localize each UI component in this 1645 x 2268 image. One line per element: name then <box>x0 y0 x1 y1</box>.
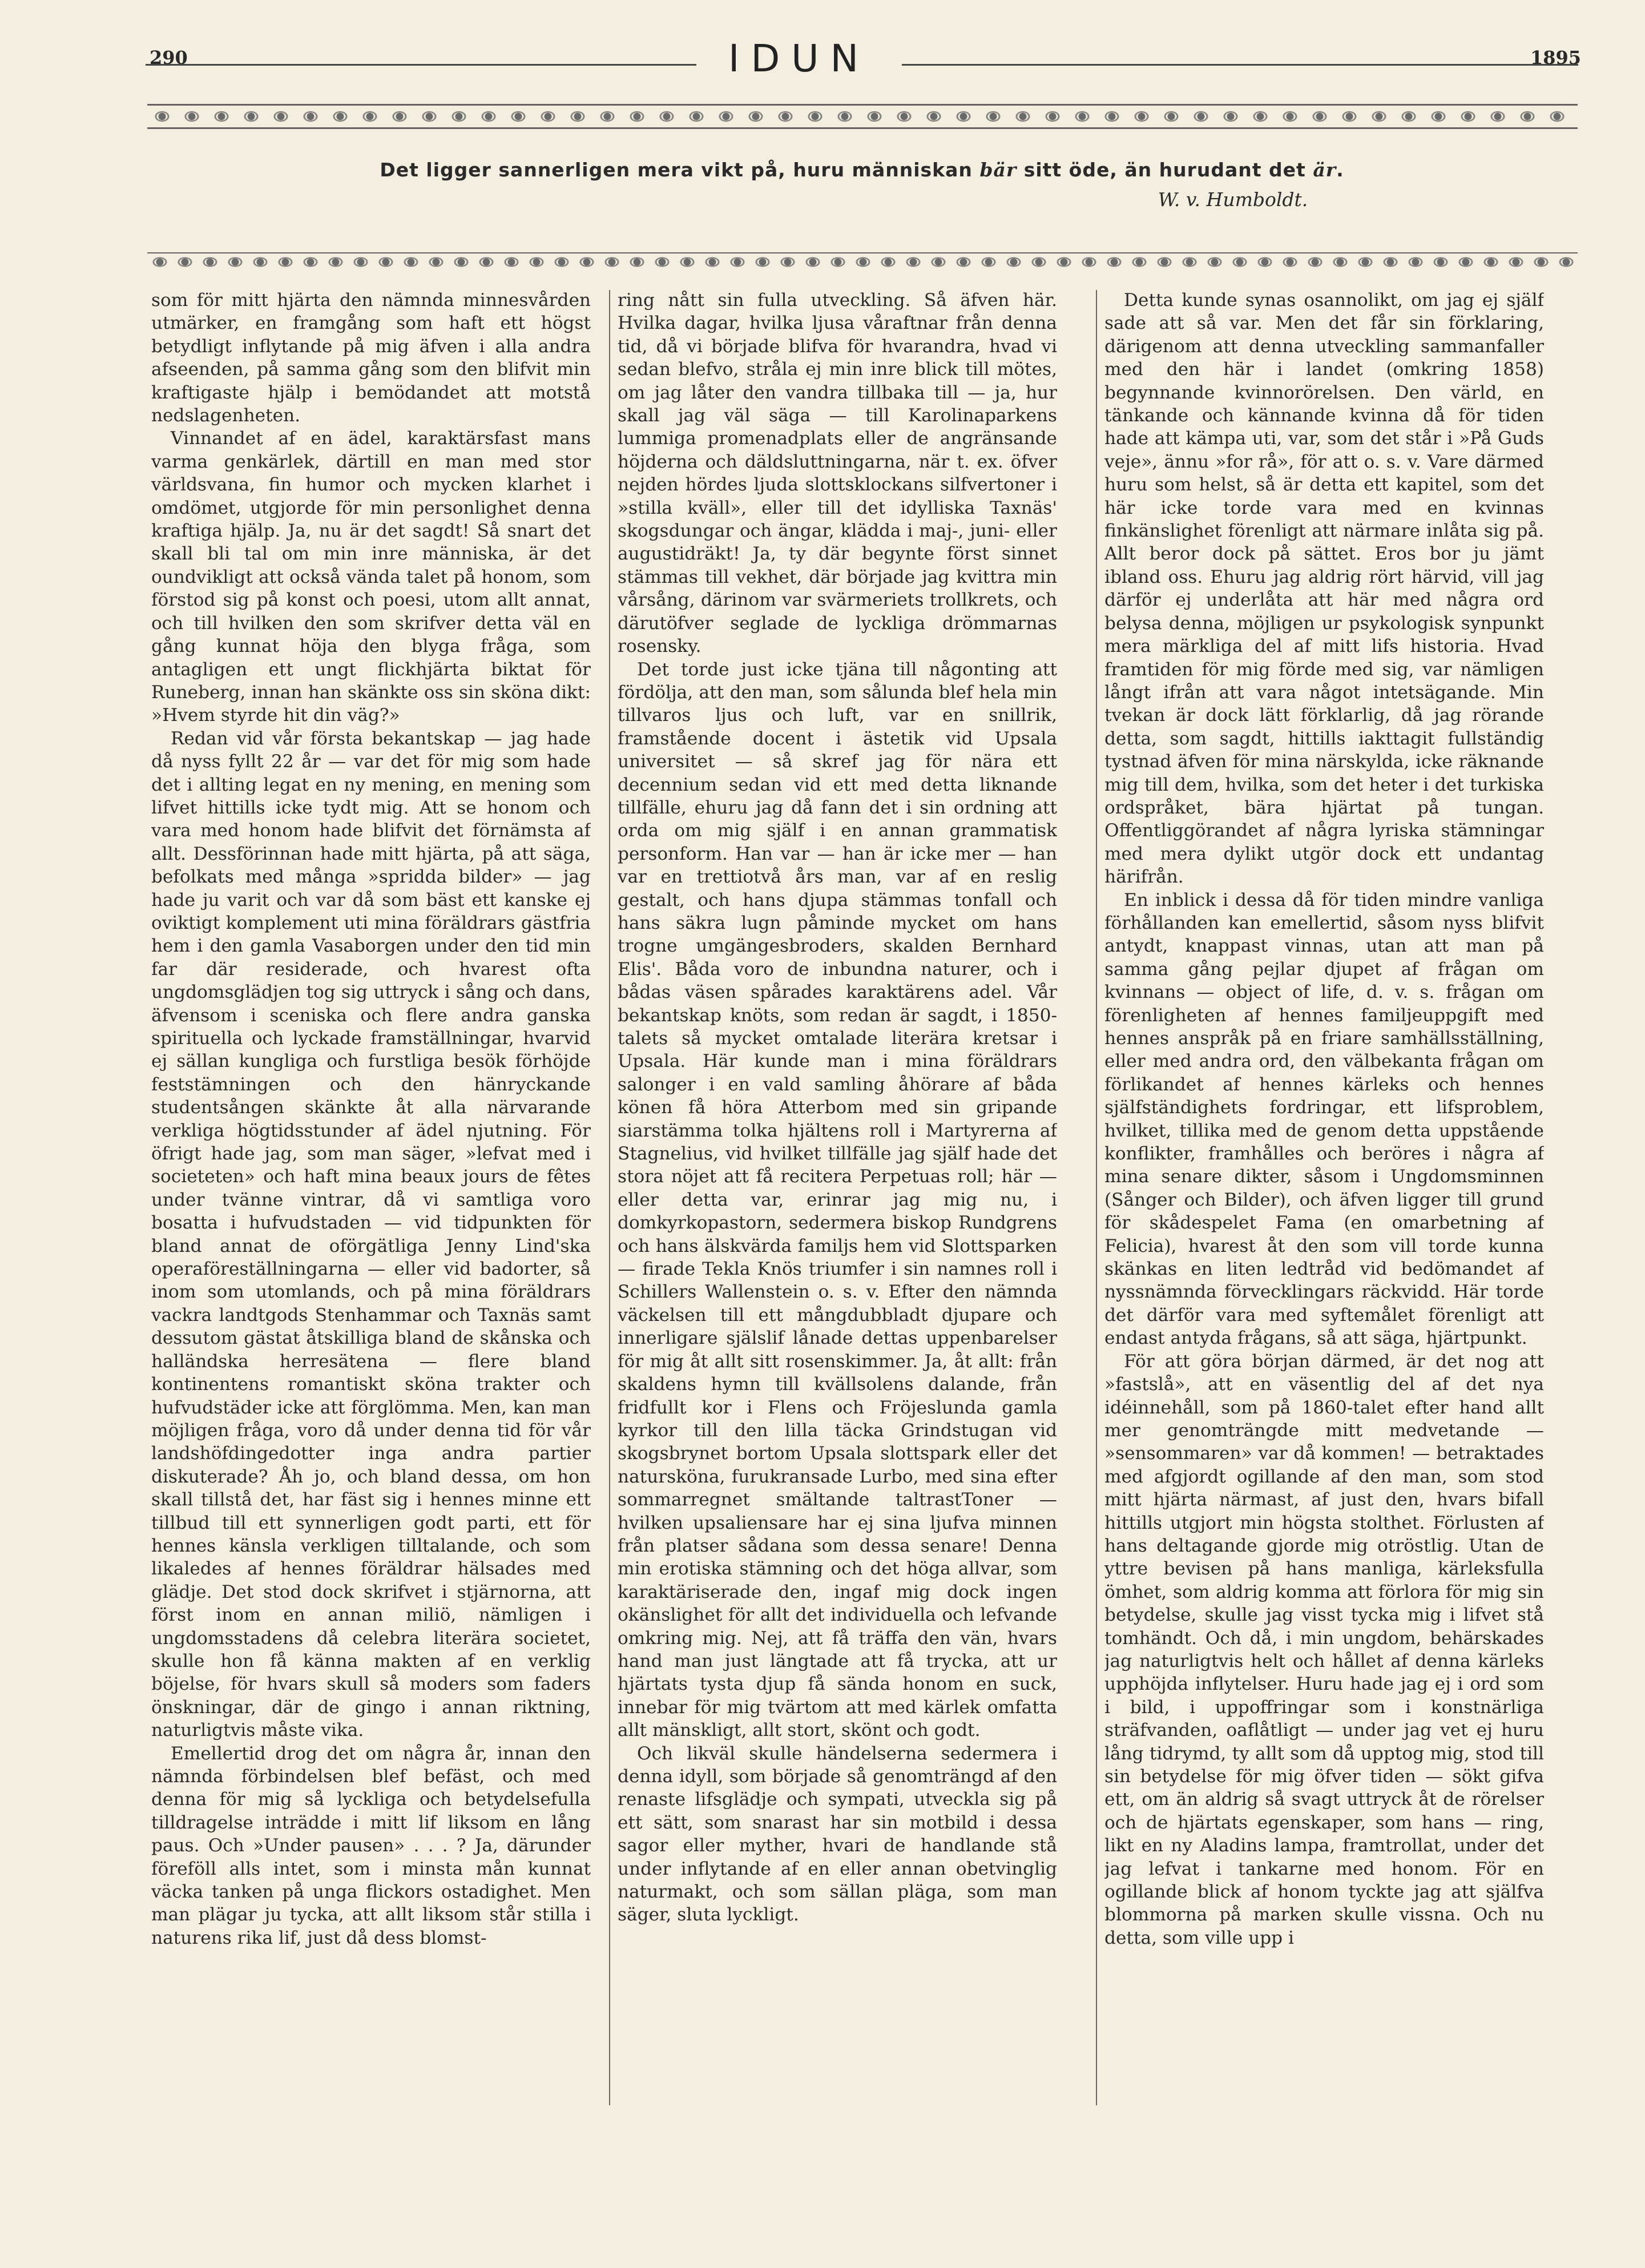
text-column-2 <box>618 289 1057 2116</box>
paragraph: ring nått sin fulla utveckling. Så äfven här. Hvilka dagar, hvilka ljusa våraftnar från denna tid, då vi började blifva för hvarandra, hvad vi sedan blefvo, stråla ej min inre blick till mötes, om jag låter den vandra tillbaka till — ja, hur skall jag väl säga — till Karolinaparkens lummiga promenadplats eller de angränsande höjderna och däldsluttningarna, när t. ex. öfver nejden hördes ljuda slottsklockans silfvertoner i »stilla kväll», eller till det idylliska Taxnäs' skogsdungar och ängar, klädda i maj-, juni- eller augustidräkt! Ja, ty där begynte först sinnet stämmas till vekhet, där började jag kvittra min vårsång, därinom var svärmeriets trollkrets, och därutöfver seglade de lyckliga drömmarnas rosensky. <box>618 290 1057 657</box>
paragraph: En inblick i dessa då för tiden mindre vanliga förhållanden kan emellertid, såsom nyss blifvit antydt, knappast vinnas, utan att man på samma gång pejlar djupet af frågan om kvinnans — object of life, d. v. s. frågan om förenligheten af hennes familjeuppgift med hennes anspråk på en friare samhällsställning, eller med andra ord, den välbekanta frågan om förlikandet af hennes kärleks och hennes själfständighets fordringar, ett lifsproblem, hvilket, tillika med de genom detta uppstående konflikter, framhålles och beröres i några af mina senare dikter, såsom i Ungdomsminnen (Sånger och Bilder), och äfven ligger till grund för skådespelet Fama (en omarbetning af Felicia), hvarest åt den som vill torde kunna skänkas en liten ledtråd vid bedömandet af nyssnämnda förvecklingars räckvidd. Här torde det därför vara med syftemålet förenligt att endast antyda frågans, så att säga, hjärtpunkt. <box>1104 889 1544 1349</box>
epigraph-text-middle: sitt öde, än hurudant det <box>1017 159 1313 181</box>
issue-year: 1895 <box>1530 47 1581 69</box>
paragraph: Och likväl skulle händelserna sedermera i denna idyll, som började så genomträngd af den renaste lifsglädje och sympati, utveckla sig på ett sätt, som snarast har sin motbild i dessa sagor eller myther, hvari de handlande stå under inflytande af en eller annan obetvinglig naturmakt, och som sällan pläga, som man säger, sluta lyckligt. <box>618 1743 1057 1925</box>
epigraph-author: W. v. Humboldt. <box>1158 188 1308 211</box>
column-divider <box>609 290 610 2105</box>
ornament-border-top <box>147 104 1578 129</box>
paragraph: som för mitt hjärta den nämnda minnesvården utmärker, en framgång som haft ett högst betydligt inflytande på mig äfven i alla andra afseenden, på samma gång som den blifvit min kraftigaste hjälp i bemödandet att motstå nedslagenheten. <box>151 290 591 426</box>
paragraph: Det torde just icke tjäna till någonting att fördölja, att den man, som sålunda blef hela min tillvaros ljus och luft, var en snillrik, framstående docent i ästetik vid Upsala universitet — så skref jag för nära ett decennium sedan vid ett med detta liknande tillfälle, ehuru jag då fann det i sin ordning att orda om mig själf i en annan grammatisk personform. Han var — han är icke mer — han var en trettiotvå års man, var af en reslig gestalt, och hans djupa stämmas tonfall och hans säkra lugn påminde mycket om hans trogne umgängesbroders, skalden Bernhard Elis'. Båda voro de inbundna naturer, och i bådas väsen spårades karaktärens adel. Vår bekantskap knöts, som redan är sagdt, i 1850-talets så mycket omtalade literära kretsar i Upsala. Här kunde man i mina föräldrars salonger i en vald samling åhörare af båda könen få höra Atterbom med sin gripande siarstämma tolka hjältens roll i Martyrerna af Stagnelius, vid hvilket tillfälle jag själf hade det stora nöjet att få recitera Perpetuas roll; här — eller detta var, erinrar jag mig nu, i domkyrkopastorn, sedermera biskop Rundgrens och hans älskvärda familjs hem vid Slottsparken — firade Tekla Knös triumfer i sin namnes roll i Schillers Wallenstein o. s. v. Efter den nämnda väckelsen till ett mångdubbladt djupare och innerligare själslif lånade dettas uppenbarelser för mig åt allt sitt rosenskimmer. Ja, åt allt: från skaldens hymn till kvällsolens dalande, från fridfullt kor i Flens och Fröjeslunda gamla kyrkor till den lilla täcka Grindstugan vid skogsbrynet bortom Upsala slottspark eller det natursköna, furukransade Lurbo, med sina efter sommarregnet smältande taltrastToner — hvilken upsaliensare har ej sina ljufva minnen från platser sådana som dessa senare! Denna min erotiska stämning och det höga allvar, som karaktäriserade den, ingaf mig dock ingen okänslighet för allt det individuella och lefvande omkring mig. Nej, att få träffa den vän, hvars hand man just längtade att få trycka, att ur hjärtats tysta djup få sända honom en suck, innebar för mig tvärtom att med kärlek omfatta allt mänskligt, allt stort, skönt och godt. <box>618 659 1057 1741</box>
epigraph-text-end: . <box>1336 159 1344 181</box>
paragraph: För att göra början därmed, är det nog att »fastslå», att en väsentlig del af det nya idéinnehåll, som på 1860-talet efter hand allt mer genomträngde mitt medvetande — »sensommaren» var då kommen! — betraktades med afgjordt ogillande af den man, som stod mitt hjärta närmast, af just den, hvars bifall hittills utgjort min högsta stolthet. Förlusten af hans deltagande gjorde mig otröstlig. Utan de yttre bevisen på hans manliga, kärleksfulla ömhet, som aldrig komma att förlora för mig sin betydelse, skulle jag visst tycka mig i lifvet stå tomhändt. Och då, i min ungdom, behärskades jag naturligtvis helt och hållet af denna kärleks upphöjda inflytelser. Huru hade jag ej i ord som i bild, i uppoffringar som i konstnärliga sträfvanden, oaflåtligt — under jag vet ej huru lång tidrymd, ty allt som då upptog mig, stod till sin betydelse för mig öfver tiden — sökt gifva ett, om än aldrig så svagt uttryck åt de rörelser och de hjärtats egenskaper, som hans — ring, likt en ny Aladins lampa, framtrollat, under det jag lefvat i tankarne med honom. För en ogillande blick af honom tyckte jag att själfva blommorna på marken skulle vissna. Och nu detta, som ville upp i <box>1104 1351 1544 1948</box>
epigraph-text-before: Det ligger sannerligen mera vikt på, huru människan <box>380 159 980 181</box>
paragraph: Emellertid drog det om några år, innan den nämnda förbindelsen blef befäst, och med denna för mig så lyckliga och betydelsefulla tilldragelse inträdde i mitt lif liksom en lång paus. Och »Under pausen» . . . ? Ja, därunder föreföll alls intet, som i minsta mån kunnat väcka tanken på unga flickors ostadighet. Men man plägar ju tycka, att allt liksom står stilla i naturens rika lif, just då dess blomst- <box>151 1743 591 1948</box>
text-column-1 <box>151 289 591 2116</box>
masthead-title: IDUN <box>696 37 902 80</box>
column-divider <box>1096 290 1097 2105</box>
paragraph: Redan vid vår första bekantskap — jag hade då nyss fyllt 22 år — var det för mig som hade det i allting legat en ny mening, en mening som lifvet hittills icke tydt mig. Att se honom och vara med honom hade blifvit det förnämsta af allt. Dessförinnan hade mitt hjärta, på att säga, befolkats med många »spridda bilder» — jag hade ju varit och var då som bäst ett kanske ej oviktigt komplement uti mina föräldrars gästfria hem i den gamla Vasaborgen under den tid min far där residerade, och hvarest ofta ungdomsglädjen tog sig uttryck i sång och dans, äfvensom i sceniska och flere andra ganska spirituella och lyckade framställningar, hvarvid ej sällan kungliga och furstliga besök förhöjde feststämningen och den hänryckande studentsången skänkte åt alla närvarande verkliga högtidsstunder af ädel njutning. För öfrigt hade jag, som man säger, »lefvat med i societeten» och haft mina beaux jours de fêtes under tvänne vintrar, då vi samtliga voro bosatta i hufvudstaden — vid tidpunkten för bland annat de oförgätliga Jenny Lind'ska operaföreställningarna — eller vid badorter, så inom som utomlands, och på mina föräldrars vackra landtgods Stenhammar och Taxnäs samt dessutom gästat åtskilliga bland de skånska och halländska herresätena — flere bland kontinentens romantiskt sköna trakter och hufvudstäder icke att förglömma. Men, kan man möjligen fråga, voro då under denna tid för vår landshöfdingedotter inga andra partier diskuterade? Åh jo, och bland dessa, om hon skall tillstå det, har fäst sig i hennes minne ett tillbud till ett synnerligen godt parti, ett för hennes känsla verkligen tilltalande, och som likaledes af hennes föräldrar hälsades med glädje. Det stod dock skrifvet i stjärnorna, att först inom en annan miliö, nämligen i ungdomsstadens då celebra literära societet, skulle hon få känna makten af en verklig böjelse, för hvars skull så moders som faders önskningar, där de gingo i annan riktning, naturligtvis måste vika. <box>151 728 591 1741</box>
epigraph-quote <box>274 159 1450 181</box>
text-column-3 <box>1104 289 1544 2116</box>
page-number: 290 <box>150 47 188 69</box>
epigraph-emphasis-1: bär <box>979 159 1017 181</box>
epigraph-emphasis-2: är <box>1313 159 1337 181</box>
paragraph: Detta kunde synas osannolikt, om jag ej själf sade att så var. Men det får sin förklaring, därigenom att denna utveckling sammanfaller med den här i landet (omkring 1858) begynnande kvinnorörelsen. Den värld, en tänkande och kännande kvinna då för tiden hade att kämpa uti, var, som det står i »På Guds veje», ännu »for rå», för att o. s. v. Vare därmed huru som helst, så är detta ett kapitel, som det här icke torde vara med en kvinnas finkänslighet förenligt att närmare inlåta sig på. Allt beror dock på sättet. Eros bor ju jämt ibland oss. Ehuru jag aldrig rört härvid, vill jag därför ej underlåta att här med några ord belysa denna, möjligen ur psykologisk synpunkt mera märkliga del af mitt lifs historia. Hvad framtiden för mig förde med sig, var nämligen långt ifrån att vara något intetsägande. Min tvekan är dock lätt förklarlig, då jag rörande detta, som sagdt, hittills iakttagit fullständig tystnad äfven för mina närskylda, icke räknande mig till dem, hvilka, som det heter i det turkiska ordspråket, bära hjärtat på tungan. Offentliggörandet af några lyriska stämningar med mera dylikt utgör dock ett undantag härifrån. <box>1104 290 1544 888</box>
paragraph: Vinnandet af en ädel, karaktärsfast mans varma genkärlek, därtill en man med stor världsvana, fin humor och mycken klarhet i omdömet, utgjorde för min personlighet denna kraftiga hjälp. Ja, nu är det sagdt! Så snart det skall bli tal om min inre människa, är det oundvikligt att också vända talet på honom, som förstod sig på konst och poesi, utom allt annat, och till hvilken den som skrifver detta väl en gång kunnat höja den blyga fråga, som antagligen ett ungt flickhjärta biktat för Runeberg, innan han skänkte oss sin sköna dikt: »Hvem styrde hit din väg?» <box>151 428 591 726</box>
ornament-border-middle <box>147 252 1578 271</box>
